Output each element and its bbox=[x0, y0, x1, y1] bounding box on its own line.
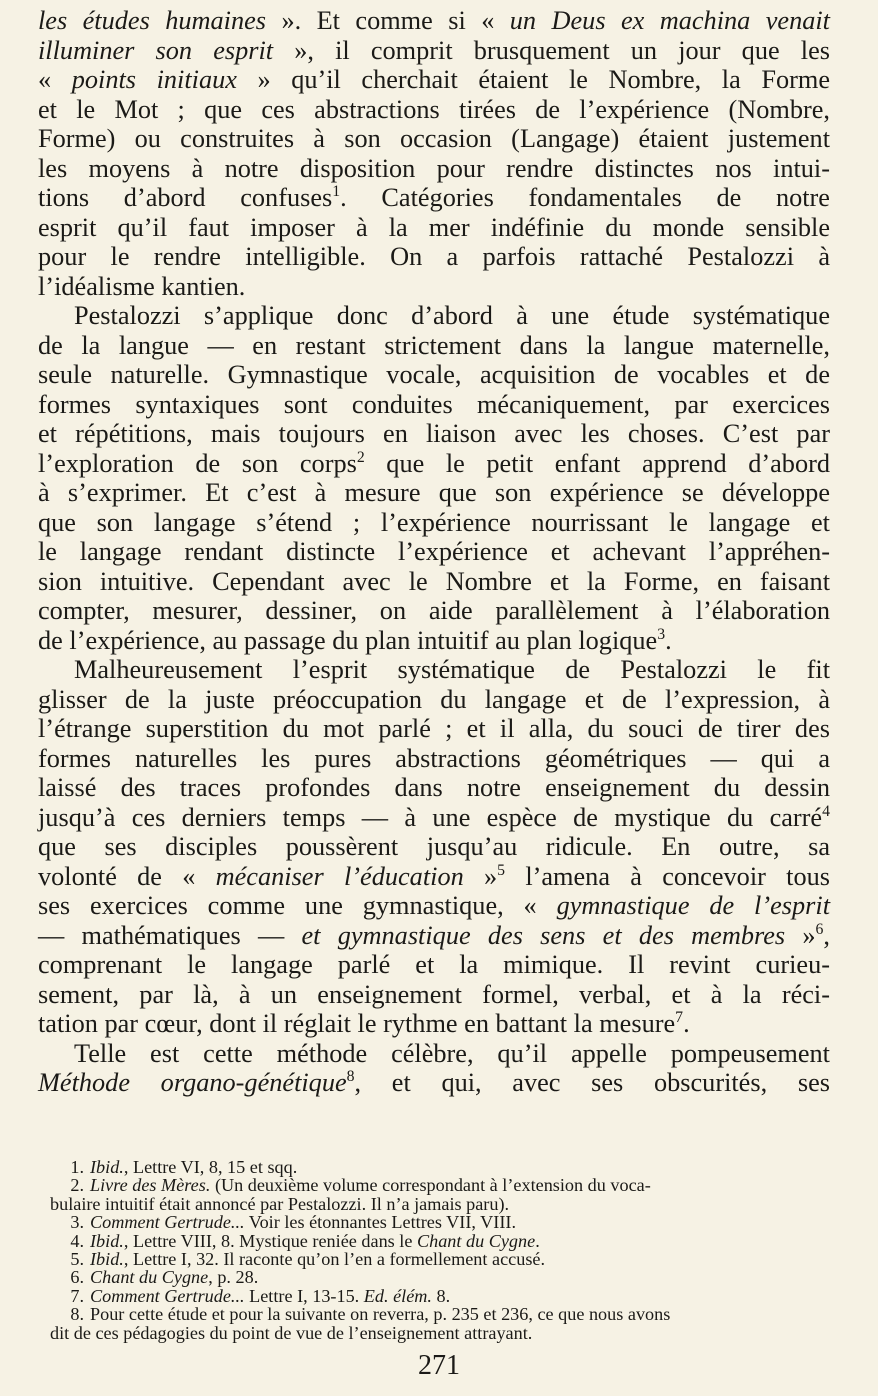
text-line: formes naturelles les pures abstractions géométriques — qui a bbox=[38, 743, 830, 773]
text-line: Telle est cette méthode célèbre, qu’il appelle pompeusement bbox=[74, 1038, 830, 1068]
text-line: illuminer son esprit », il comprit brusquement un jour que les bbox=[38, 35, 830, 65]
italic-span: Méthode organo-génétique bbox=[38, 1068, 347, 1097]
text-line: tions d’abord confuses$^1$. Catégories fondamentales de notre bbox=[38, 182, 830, 212]
footnote-text: Ibid., Lettre I, 32. Il raconte qu’on l’en a formellement accusé. bbox=[90, 1249, 546, 1270]
text-line: que son langage s’étend ; l’expérience nourrissant le langage et bbox=[38, 507, 830, 537]
text-line: glisser de la juste préoccupation du langage et de l’expression, à bbox=[38, 684, 830, 714]
body-text bbox=[38, 6, 830, 1098]
italic-span: points initiaux bbox=[71, 65, 237, 94]
footnote bbox=[50, 1176, 842, 1194]
italic-span: Ed. élém. bbox=[363, 1285, 432, 1306]
footnote-ref: 7 bbox=[675, 1008, 684, 1026]
italic-span: illuminer son esprit bbox=[38, 35, 274, 65]
footnote bbox=[50, 1250, 842, 1268]
footnote-text: Livre des Mères. (Un deuxième volume correspondant à l’extension du voca- bbox=[90, 1175, 651, 1196]
footnote bbox=[50, 1268, 842, 1286]
text-line: ses exercices comme une gymnastique, « gymnastique de l’esprit bbox=[38, 891, 830, 920]
text-line: Forme) ou construites à son occasion (Langage) étaient justement bbox=[38, 124, 830, 153]
text-line: pour le rendre intelligible. On a parfois rattaché Pestalozzi à bbox=[38, 242, 830, 271]
page-number: 271 bbox=[418, 1350, 460, 1381]
footnote-number: 7. bbox=[70, 1285, 84, 1306]
italic-span: Comment Gertrude... bbox=[90, 1212, 245, 1233]
italic-span: Ibid. bbox=[90, 1157, 124, 1177]
footnote-text: Pour cette étude et pour la suivante on reverra, p. 235 et 236, ce que nous avons bbox=[90, 1304, 671, 1325]
italic-span: un Deus ex machina venait bbox=[509, 6, 830, 35]
footnote-number: 4. bbox=[70, 1230, 84, 1251]
text-line: seule naturelle. Gymnastique vocale, acquisition de vocables et de bbox=[38, 360, 830, 389]
text-line: sement, par là, à un enseignement formel, verbal, et à la réci- bbox=[38, 979, 830, 1009]
text-line: — mathématiques — et gymnastique des sens et des membres »$^6$, bbox=[38, 920, 830, 950]
footnote bbox=[50, 1213, 842, 1231]
italic-span: Comment Gertrude... bbox=[90, 1285, 245, 1306]
italic-span: gymnastique de l’esprit bbox=[556, 891, 830, 920]
footnote bbox=[50, 1195, 842, 1213]
footnotes bbox=[50, 1158, 842, 1342]
italic-span: Livre des Mères. bbox=[90, 1175, 211, 1196]
text-line: et le Mot ; que ces abstractions tirées de l’expérience (Nombre, bbox=[38, 94, 830, 124]
italic-span: et gymnastique des sens et des membres bbox=[301, 920, 786, 950]
footnote bbox=[50, 1305, 842, 1323]
footnote-text: Ibid., Lettre VI, 8, 15 et sqq. bbox=[90, 1157, 298, 1177]
footnote-number: 8. bbox=[70, 1304, 84, 1325]
text-line: laissé des traces profondes dans notre enseignement du dessin bbox=[38, 773, 830, 802]
italic-span: mécaniser l’éducation bbox=[215, 861, 464, 891]
footnote-number: 6. bbox=[70, 1267, 84, 1288]
italic-span: Ibid. bbox=[90, 1230, 124, 1251]
text-line: « points initiaux » qu’il cherchait étaient le Nombre, la Forme bbox=[38, 65, 830, 94]
text-line: les moyens à notre disposition pour rendre distinctes nos intui- bbox=[38, 153, 830, 183]
footnote bbox=[50, 1324, 842, 1342]
text-line: Pestalozzi s’applique donc d’abord à une étude systématique bbox=[74, 301, 830, 330]
footnote-ref: 5 bbox=[497, 861, 506, 879]
text-line: le langage rendant distincte l’expérience et achevant l’appréhen- bbox=[38, 537, 830, 566]
footnote-text: Comment Gertrude... Voir les étonnantes Lettres VII, VIII. bbox=[90, 1212, 516, 1233]
text-line: à s’exprimer. Et c’est à mesure que son expérience se développe bbox=[38, 478, 830, 507]
italic-span: Chant du Cygne bbox=[90, 1267, 209, 1288]
italic-span: Ibid. bbox=[90, 1249, 124, 1270]
text-line: l’idéalisme kantien. bbox=[38, 271, 246, 301]
footnote-text: bulaire intuitif était annoncé par Pestalozzi. Il n’a jamais paru). bbox=[50, 1193, 510, 1214]
footnote-number: 2. bbox=[70, 1175, 84, 1196]
footnote bbox=[50, 1287, 842, 1305]
text-line: comprenant le langage parlé et la mimique. Il revint curieu- bbox=[38, 950, 830, 979]
text-line: l’étrange superstition du mot parlé ; et il alla, du souci de tirer des bbox=[38, 714, 830, 743]
text-line: tation par cœur, dont il réglait le rythme en battant la mesure$^7$. bbox=[38, 1008, 690, 1038]
footnote-ref: 2 bbox=[356, 448, 365, 466]
text-line: formes syntaxiques sont conduites mécaniquement, par exercices bbox=[38, 389, 830, 419]
footnote-text: dit de ces pédagogies du point de vue de l’enseignement attrayant. bbox=[50, 1322, 533, 1343]
text-line: Méthode organo-génétique$^8$, et qui, avec ses obscurités, ses bbox=[38, 1067, 830, 1097]
italic-span: les études humaines bbox=[38, 6, 267, 35]
text-line: l’exploration de son corps$^2$ que le petit enfant apprend d’abord bbox=[38, 448, 831, 478]
text-line: de la langue — en restant strictement dans la langue maternelle, bbox=[38, 330, 830, 360]
text-line: Malheureusement l’esprit systématique de Pestalozzi le fit bbox=[74, 655, 830, 684]
footnote-ref: 8 bbox=[346, 1067, 355, 1085]
text-line: volonté de « mécaniser l’éducation »$^5$ l’amena à concevoir tous bbox=[38, 861, 830, 891]
footnote-text: Comment Gertrude... Lettre I, 13-15. Ed. élém. 8. bbox=[90, 1285, 451, 1306]
footnote bbox=[50, 1158, 842, 1176]
footnote-ref: 1 bbox=[332, 182, 341, 200]
text-line: esprit qu’il faut imposer à la mer indéfinie du monde sensible bbox=[38, 212, 830, 242]
text-line: de l’expérience, au passage du plan intuitif au plan logique$^3$. bbox=[38, 625, 672, 655]
footnote-text: Chant du Cygne, p. 28. bbox=[90, 1267, 259, 1288]
footnote-number: 1. bbox=[70, 1157, 84, 1177]
footnote-number: 3. bbox=[70, 1212, 84, 1233]
footnote-ref: 6 bbox=[815, 920, 824, 938]
footnote-ref: 4 bbox=[822, 802, 830, 820]
text-line: les études humaines ». Et comme si « un Deus ex machina venait bbox=[38, 6, 830, 35]
footnote-text: Ibid., Lettre VIII, 8. Mystique reniée dans le Chant du Cygne. bbox=[90, 1230, 540, 1251]
text-line: et répétitions, mais toujours en liaison avec les choses. C’est par bbox=[38, 419, 830, 448]
footnote-ref: 3 bbox=[657, 625, 666, 643]
text-line: compter, mesurer, dessiner, on aide parallèlement à l’élaboration bbox=[38, 596, 830, 625]
footnote bbox=[50, 1232, 842, 1250]
italic-span: Chant du Cygne bbox=[416, 1230, 536, 1251]
text-line: que ses disciples poussèrent jusqu’au ridicule. En outre, sa bbox=[38, 832, 830, 861]
footnote-number: 5. bbox=[70, 1249, 84, 1270]
text-line: sion intuitive. Cependant avec le Nombre et la Forme, en faisant bbox=[38, 566, 830, 596]
text-line: jusqu’à ces derniers temps — à une espèce de mystique du carré$^4$ bbox=[38, 802, 830, 832]
